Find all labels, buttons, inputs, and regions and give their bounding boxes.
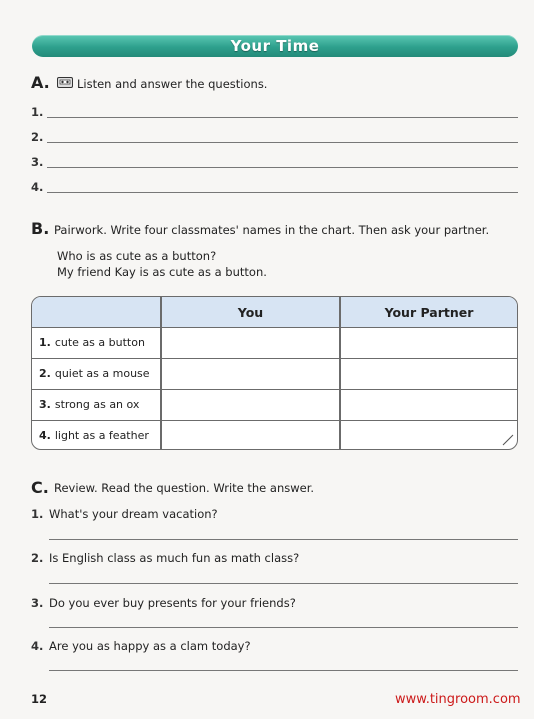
table-row [39, 398, 139, 411]
row-divider [32, 358, 517, 359]
watermark: www.tingroom.com [395, 692, 521, 707]
section-c-instruction: Review. Read the question. Write the answer. [54, 481, 315, 495]
answer-line[interactable] [49, 539, 518, 540]
question-number: 3. [31, 596, 44, 610]
answer-number: 1. [31, 105, 44, 119]
answer-line[interactable] [49, 627, 518, 628]
answer-line[interactable] [49, 670, 518, 671]
row-divider [32, 389, 517, 390]
section-b-letter: B. [31, 219, 50, 238]
row-label: quiet as a mouse [54, 367, 150, 380]
question-number: 2. [31, 551, 44, 565]
row-label: cute as a button [54, 336, 145, 349]
page-number: 12 [31, 692, 48, 706]
answer-line[interactable] [49, 583, 518, 584]
question-number: 4. [31, 639, 44, 653]
answer-number: 4. [31, 180, 44, 194]
header-you: You [237, 305, 264, 320]
section-a-instruction: Listen and answer the questions. [77, 77, 268, 91]
header-your-partner: Your Partner [384, 305, 474, 320]
table-row [39, 429, 149, 442]
section-b-instruction: Pairwork. Write four classmates' names in the chart. Then ask your partner. [54, 223, 490, 237]
row-label: strong as an ox [54, 398, 140, 411]
row-number: 1. [39, 336, 51, 349]
example-question: Who is as cute as a button? [57, 249, 217, 263]
question-text: Is English class as much fun as math class? [49, 551, 300, 565]
row-number: 2. [39, 367, 51, 380]
question-text: Are you as happy as a clam today? [49, 639, 251, 653]
question-text: What's your dream vacation? [49, 507, 218, 521]
answer-line-1[interactable] [47, 117, 518, 118]
page-curl-icon [502, 434, 514, 446]
row-number: 4. [39, 429, 51, 442]
answer-line-4[interactable] [47, 192, 518, 193]
table-row [39, 336, 145, 349]
row-divider [32, 420, 517, 421]
names-chart [31, 296, 518, 450]
row-label: light as a feather [54, 429, 149, 442]
answer-line-2[interactable] [47, 142, 518, 143]
cassette-icon [57, 77, 73, 88]
section-c-letter: C. [31, 478, 49, 497]
title-banner [32, 35, 518, 57]
page-title: Your Time [230, 37, 320, 55]
question-text: Do you ever buy presents for your friends? [49, 596, 296, 610]
table-row [39, 367, 150, 380]
section-a-letter: A. [31, 73, 50, 92]
answer-line-3[interactable] [47, 167, 518, 168]
answer-number: 3. [31, 155, 44, 169]
example-answer: My friend Kay is as cute as a button. [57, 265, 267, 279]
question-number: 1. [31, 507, 44, 521]
row-number: 3. [39, 398, 51, 411]
answer-number: 2. [31, 130, 44, 144]
